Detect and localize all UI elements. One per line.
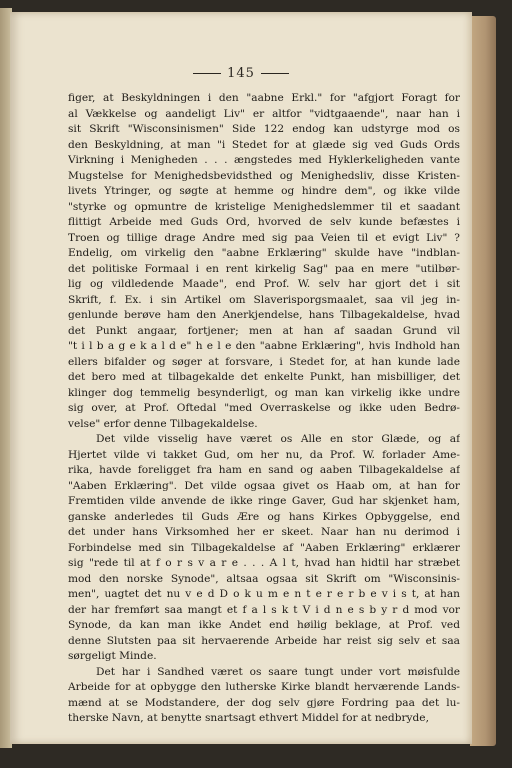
text-line: Skrift, f. Ex. i sin Artikel om Slaverisporgsmaalet, saa vil jeg in- bbox=[68, 293, 460, 306]
page-number-dash-left bbox=[193, 73, 221, 74]
text-line: therske Navn, at benytte snartsagt ethvert Middel for at nedbryde, bbox=[68, 712, 429, 724]
text-line: det bero med at tilbagekalde det enkelte Punkt, han misbilliger, det bbox=[68, 371, 460, 383]
text-line: den Beskyldning, at man "i Stedet for at glæde sig ved Guds Ords bbox=[68, 138, 460, 151]
text-line: Det vilde visselig have været os Alle en stor Glæde, og af bbox=[96, 433, 460, 445]
text-line: Hjertet vilde vi takket Gud, om her nu, da Prof. W. forlader Ame- bbox=[68, 448, 460, 461]
text-line: ganske anderledes til Guds Ære og hans Kirkes Opbyggelse, end bbox=[68, 510, 460, 523]
text-line: "Aaben Erklæring". Det vilde ogsaa givet os Haab om, at han for bbox=[68, 479, 460, 492]
text-line: velse" erfor denne Tilbagekaldelse. bbox=[68, 417, 258, 430]
text-line: Virkning i Menigheden . . . ængstedes med Hyklerkeligheden vante bbox=[68, 154, 460, 166]
page-number-text: 145 bbox=[227, 66, 255, 81]
body-text bbox=[68, 91, 460, 727]
text-line: "t i l b a g e k a l d e" h e l e den "aabne Erklæring", hvis Indhold han bbox=[68, 340, 460, 352]
text-line: Troen og tillige drage Andre med sig paa Veien til et evigt Liv" ? bbox=[68, 231, 460, 244]
text-line: Arbeide for at opbygge den lutherske Kirke blandt herværende Lands- bbox=[68, 681, 460, 693]
text-line: al Vækkelse og aandeligt Liv" er altfor "vidtgaaende", naar han i bbox=[68, 107, 460, 120]
text-line: Endelig, om virkelig den "aabne Erklæring" skulde have "indblan- bbox=[68, 247, 460, 259]
text-line: ellers bifalder og søger at forsvare, i Stedet for, at han kunde lade bbox=[68, 355, 460, 368]
text-line: det politiske Formaal i en rent kirkelig Sag" paa en mere "utilbør- bbox=[68, 262, 460, 275]
text-line: rika, havde foreligget fra ham en sand og aaben Tilbagekaldelse af bbox=[68, 464, 460, 476]
text-line: denne Slutsten paa sit hervaerende Arbeide har reist sig selv et saa bbox=[68, 634, 460, 647]
text-line: det under hans Virksomhed her er skeet. Naar han nu derimod i bbox=[68, 526, 460, 538]
text-line: livets Ytringer, og søgte at hemme og hindre dem", og ikke vilde bbox=[68, 185, 460, 197]
text-line: der har fremført saa mangt et f a l s k t V i d n e s b y r d mod vor bbox=[68, 603, 460, 616]
text-line: "styrke og opmuntre de kristelige Menighedslemmer til et saadant bbox=[68, 200, 460, 213]
text-line: det Punkt angaar, fortjener; men at han af saadan Grund vil bbox=[68, 324, 460, 337]
text-line: lig og vildledende Maade", end Prof. W. selv har gjort det i sit bbox=[68, 278, 460, 290]
book-page bbox=[10, 12, 472, 744]
text-line: Det har i Sandhed været os saare tungt under vort møisfulde bbox=[96, 665, 460, 678]
text-line: Synode, da kan man ikke Andet end høilig beklage, at Prof. ved bbox=[68, 619, 460, 631]
text-line: klinger dog temmelig besynderligt, og man kan virkelig ikke undre bbox=[68, 386, 460, 399]
text-line: sørgeligt Minde. bbox=[68, 650, 157, 662]
page-number-dash-right bbox=[261, 73, 289, 74]
text-line: Mugstelse for Menighedsbevidsthed og Menighedsliv, disse Kristen- bbox=[68, 169, 460, 182]
text-line: figer, at Beskyldningen i den "aabne Erkl." for "afgjort Foragt for bbox=[68, 92, 460, 104]
text-line: Forbindelse med sin Tilbagekaldelse af "Aaben Erklæring" erklærer bbox=[68, 541, 460, 554]
text-line: mænd at se Modstandere, der dog selv gjøre Fordring paa det lu- bbox=[68, 696, 460, 709]
text-line: men", uagtet det nu v e d D o k u m e n t e r e r b e v i s t, at han bbox=[68, 588, 460, 600]
text-line: sit Skrift "Wisconsinismen" Side 122 endog kan udstyrge mod os bbox=[68, 123, 460, 135]
text-line: flittigt Arbeide med Guds Ord, hvorved de selv kunde befæstes i bbox=[68, 216, 460, 228]
text-line: Fremtiden vilde anvende de ikke ringe Gaver, Gud har skjenket ham, bbox=[68, 495, 460, 507]
text-line: mod den norske Synode", altsaa ogsaa sit Skrift om "Wisconsinis- bbox=[68, 572, 460, 585]
text-line: sig "rede til at f o r s v a r e . . . A l t, hvad han hidtil har stræbet bbox=[68, 557, 460, 569]
page-edge bbox=[470, 16, 496, 746]
page-number bbox=[10, 66, 472, 81]
text-line: genlunde berøve ham den Anerkjendelse, hans Tilbagekaldelse, hvad bbox=[68, 309, 460, 321]
text-line: sig over, at Prof. Oftedal "med Overraskelse og ikke uden Bedrø- bbox=[68, 402, 460, 414]
